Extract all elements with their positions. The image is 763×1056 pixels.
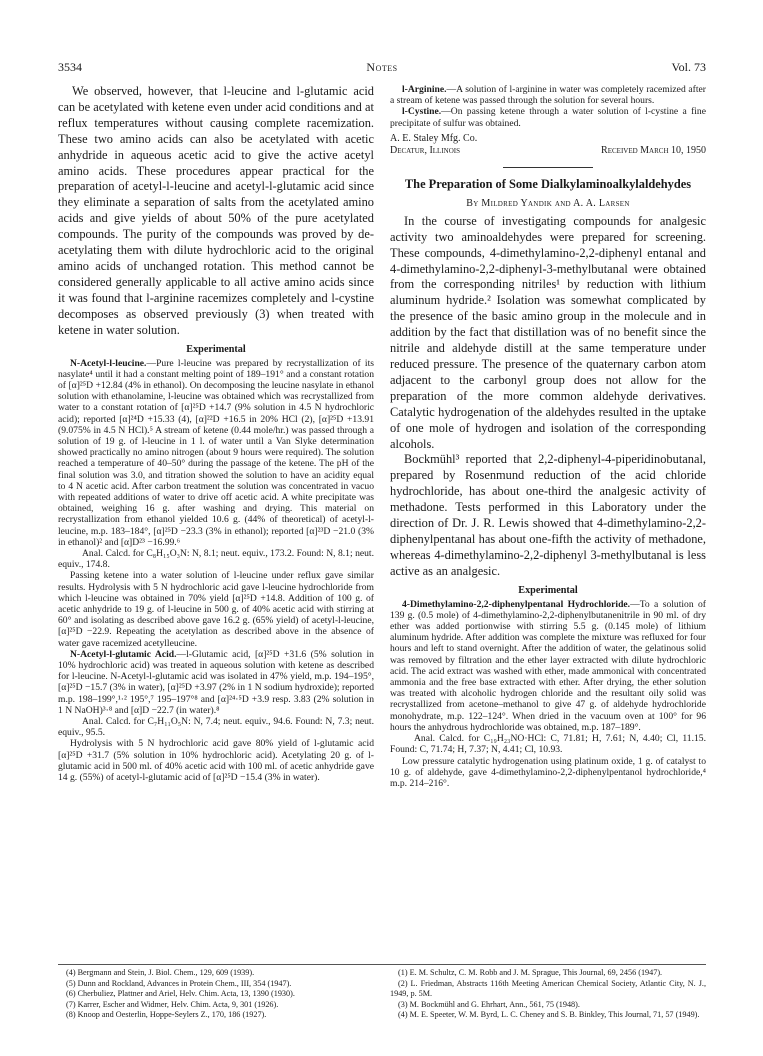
paragraph-text: —To a solution of 139 g. (0.5 mole) of 4-dimethylamino-2,2-diphenylbutanenitrile in 90 ml. of dry ether was added portionwise with stirring 5.5 g. (0.145 mole) of lithium aluminum hydride. After addition was complete the mixture was refluxed for four hours and left to stand overnight. After the addition of water, the gelatinous solid was removed by filtration and the ether layer extracted with dilute hydrochloric acid. The acid extract was washed with ether, made ammonical with concentrated ammonia and the free base extracted with ether. After drying, the ether solution was treated with alcoholic hydrogen chloride and the resultant oily solid was recrystallized from acetone–methanol to give 47 g. of aldehyde hydrochloride monohydrate, m.p. 122–124°. When dried in the vacuum oven at 100° for 96 hours the anhydrous hydrochloride was obtained, m.p. 187–189°.	[390, 598, 707, 733]
footnotes-right	[390, 968, 706, 1021]
pentanal-paragraph	[390, 599, 706, 733]
footnote: (4) Bergmann and Stein, J. Biol. Chem., 129, 609 (1939).	[66, 968, 255, 977]
volume-label: Vol. 73	[671, 60, 706, 74]
footnote: (8) Knoop and Oesterlin, Hoppe-Seylers Z., 170, 186 (1927).	[66, 1010, 267, 1020]
footnote: (1) E. M. Schultz, C. M. Robb and J. M. Sprague, This Journal, 69, 2456 (1947).	[398, 968, 663, 977]
experimental-heading: Experimental	[518, 584, 578, 596]
left-column	[58, 84, 374, 783]
arginine-paragraph	[390, 84, 706, 106]
acetyl-leucine-paragraph	[58, 358, 374, 548]
reflux-paragraph: Passing ketene into a water solution of l-leucine under reflux gave similar results. Hydrolysis with 5 N hydrochloric acid gave l-leucine hydrochloride from which l-leucine was obtained in 70% yield [α]²⁵D +14.8. Addition of 100 g. of acetic anhydride to 19 g. of l-leucine in 500 g. of 40% acetic acid with stirring at 60° and isolating as described above gave 16.2 g. (65% yield) of acetyl-l-leucine, [α]²⁵D −22.9. Repeating the acetylation as described above in the absence of water gave racemized acetylleucine.	[58, 570, 374, 649]
running-title: Notes	[366, 60, 398, 74]
right-column	[390, 84, 706, 789]
analysis-line: Anal. Calcd. for C₈H₁₅O₃N: N, 8.1; neut. equiv., 173.2. Found: N, 8.1; neut. equiv., 174.8.	[58, 547, 374, 571]
footnotes-left	[58, 968, 374, 1021]
paragraph-text: —A solution of l-arginine in water was completely racemized after a stream of ketene was passed through the solution for several hours.	[390, 84, 706, 107]
footnote: (3) M. Bockmühl and G. Ehrhart, Ann., 561, 75 (1948).	[398, 999, 580, 1009]
run-in-heading: N-Acetyl-l-glutamic Acid.	[70, 648, 177, 660]
run-in-heading: l-Cystine.	[402, 106, 442, 118]
run-in-heading: l-Arginine.	[402, 84, 447, 95]
author-byline: By Mildred Yandik and A. A. Larsen	[466, 197, 630, 209]
footnote-rule	[58, 964, 706, 965]
hydrolysis-paragraph: Hydrolysis with 5 N hydrochloric acid gave 80% yield of l-glutamic acid [α]²⁵D +31.7 (5% solution in 10% hydrochloric acid). Acetylating 20 g. of l-glutamic acid in 500 ml. of 40% acetic acid with 100 ml. of acetic anhydride gave 14 g. (55%) of acetyl-l-glutamic acid of [α]²⁵D −15.4 (3% in water).	[58, 738, 374, 784]
article-title: The Preparation of Some Dialkylaminoalkylaldehydes	[404, 176, 692, 191]
page-header	[58, 60, 706, 76]
analysis-line: Anal. Calcd. for C₁₉H₂₃NO·HCl: C, 71.81; H, 7.61; N, 4.40; Cl, 11.15. Found: C, 71.74; H, 7.37; N, 4.41; Cl, 10.93.	[390, 733, 706, 756]
footnote: (2) L. Friedman, Abstracts 116th Meeting American Chemical Society, Atlantic City, N. J., 1949, p. 5M.	[390, 978, 706, 999]
run-in-heading: N-Acetyl-l-leucine.	[70, 357, 147, 369]
paragraph-text: —l-Glutamic acid, [α]²⁵D +31.6 (5% solution in 10% hydrochloric acid) was treated in aqueous solution with ketene as described for l-leucine. N-Acetyl-l-glutamic acid was isolated in 47% yield, m.p. 194–195°, [α]²⁵D −15.7 (3% in water), [α]²⁵D +3.97 (2% in 1 N sodium hydroxide); reported m.p. 198–199°,¹·² 195°,⁷ 195–197°⁸ and [α]²⁴·⁵D +3.9 resp. 3.83 (2% solution in 1 N NaOH)³·⁸ and [α]D −22.7 (in water).⁸	[58, 648, 374, 716]
experimental-heading: Experimental	[186, 343, 246, 355]
paragraph-text: —Pure l-leucine was prepared by recrystallization of its nasylate⁴ until it had a constant melting point of 189–191° and a constant rotation of [α]²⁵D +12.84 (4% in ethanol). On decomposing the leucine nasylate in ethanol solution with ethanolamine, l-leucine was obtained which was recrystallized from water to a constant rotation of [α]²⁵D +14.7 (9% solution in 4.5 N hydrochloric acid); reported [α]²⁴D +15.33 (4), [α]²²D +16.5 in 20% HCl (2), [α]²⁵D +13.91 (9.075% in 4.5 N HCl).⁵ A stream of ketene (0.44 mole/hr.) was passed through a solution of 19 g. of l-leucine in 1 l. of water until a Van Slyke determination showed practically no amino nitrogen (about 9 hours were required). The solution reached a temperature of 40–50° during the passage of the ketene. The pH of the final solution was 3.0, and titration showed the solution to have an acidity equal to 4 N acetic acid. After carbon treatment the solution was concentrated in vacuo with repeated additions of water to drive off acetic acid. A white precipitate was obtained, weighing 16 g. after washing and drying. This material on recrystallization from ethanol yielded 10.6 g. (44% of theoretical) of acetyl-l-leucine, m.p. 183–184°, [α]²⁵D −23.3 (3% in ethanol); reported [α]²³D −21.0 (3% in ethanol)² and [α]D²³ −16.99.⁶	[58, 357, 374, 548]
separator-rule	[503, 167, 593, 168]
footnote: (4) M. E. Speeter, W. M. Byrd, L. C. Cheney and S. B. Binkley, This Journal, 71, 57 (1949).	[398, 1010, 700, 1020]
article-intro-1: In the course of investigating compounds for analgesic activity two aminoaldehydes were prepared for screening. These compounds, 4-dimethylamino-2,2-diphenyl entanal and 4-dimethylamino-2,2-diphenyl-3-methylbutanal were obtained from the corresponding nitriles¹ by reduction with lithium aluminum hydride.² Isolation was somewhat complicated by the presence of the basic amino group in the molecule and in addition by the fact that distillation was of no benefit since the nitrile and aldehyde distill at the same temperature under reduced pressure. The presence of the quaternary carbon atom adjacent to the carbonyl group does not allow for the preparation of the more common aldehyde derivatives. Catalytic hydrogenation of the aldehydes resulted in the uptake of one mole of hydrogen and isolation of the corresponding alcohols.	[390, 213, 706, 451]
received-date: Received March 10, 1950	[601, 144, 706, 156]
article-intro-2: Bockmühl³ reported that 2,2-diphenyl-4-piperidinobutanal, prepared by Rosenmund reduction of the acid chloride hydrochloride, has about one-third the analgesic activity of methadone. Tests performed in this Laboratory under the direction of Dr. J. R. Lewis showed that 4-dimethylamino-2,2-diphenylpentanal has about one-fifth the activity of methadone, whereas 4-dimethylamino-2,2-diphenyl 3-methylbutanal is less active as an analgesic.	[390, 452, 706, 578]
company-name: A. E. Staley Mfg. Co.	[390, 132, 478, 144]
acetyl-glutamic-paragraph	[58, 649, 374, 716]
affiliation-block	[390, 133, 706, 157]
city-name: Decatur, Illinois	[390, 144, 460, 156]
intro-paragraph: We observed, however, that l-leucine and l-glutamic acid can be acetylated with ketene even under acid conditions and at reflux temperatures without causing complete racemization. These two amino acids can also be acetylated with acetic anhydride in aqueous acetic acid to give the active acetyl amino acids. These procedures appear practical for the preparation of acetyl-l-leucine and acetyl-l-glutamic acid since they eliminate a separation of salts from the acetylated amino acids and give yields of about 50% of the pure acetylated compounds. The purity of the compounds was proved by de-acetylating them with dilute hydrochloric acid to the original amino acids of unchanged rotation. This method cannot be considered generally applicable to all active amino acids since it was found that l-arginine racemizes completely and l-cystine decomposes as observed previously (3) when treated with ketene in water solution.	[58, 84, 374, 337]
footnote: (5) Dunn and Rockland, Advances in Protein Chem., III, 354 (1947).	[66, 978, 292, 988]
paragraph-text: —On passing ketene through a water solution of l-cystine a fine precipitate of sulfur was obtained.	[390, 106, 706, 129]
run-in-heading: 4-Dimethylamino-2,2-diphenylpentanal Hydrochloride.	[402, 598, 631, 610]
footnote: (7) Karrer, Escher and Widmer, Helv. Chim. Acta, 9, 301 (1926).	[66, 999, 279, 1009]
hydrogenation-paragraph: Low pressure catalytic hydrogenation using platinum oxide, 1 g. of catalyst to 10 g. of aldehyde, gave 4-dimethylamino-2,2-diphenylpentanol hydrochloride,⁴ m.p. 214–216°.	[390, 755, 706, 789]
page-number: 3534	[58, 60, 82, 74]
analysis-line: Anal. Calcd. for C₇H₁₁O₅N: N, 7.4; neut. equiv., 94.6. Found: N, 7.3; neut. equiv., 95.5.	[58, 716, 374, 739]
footnote: (6) Cherbuliez, Plattner and Ariel, Helv. Chim. Acta, 13, 1390 (1930).	[66, 989, 295, 999]
cystine-paragraph	[390, 106, 706, 128]
